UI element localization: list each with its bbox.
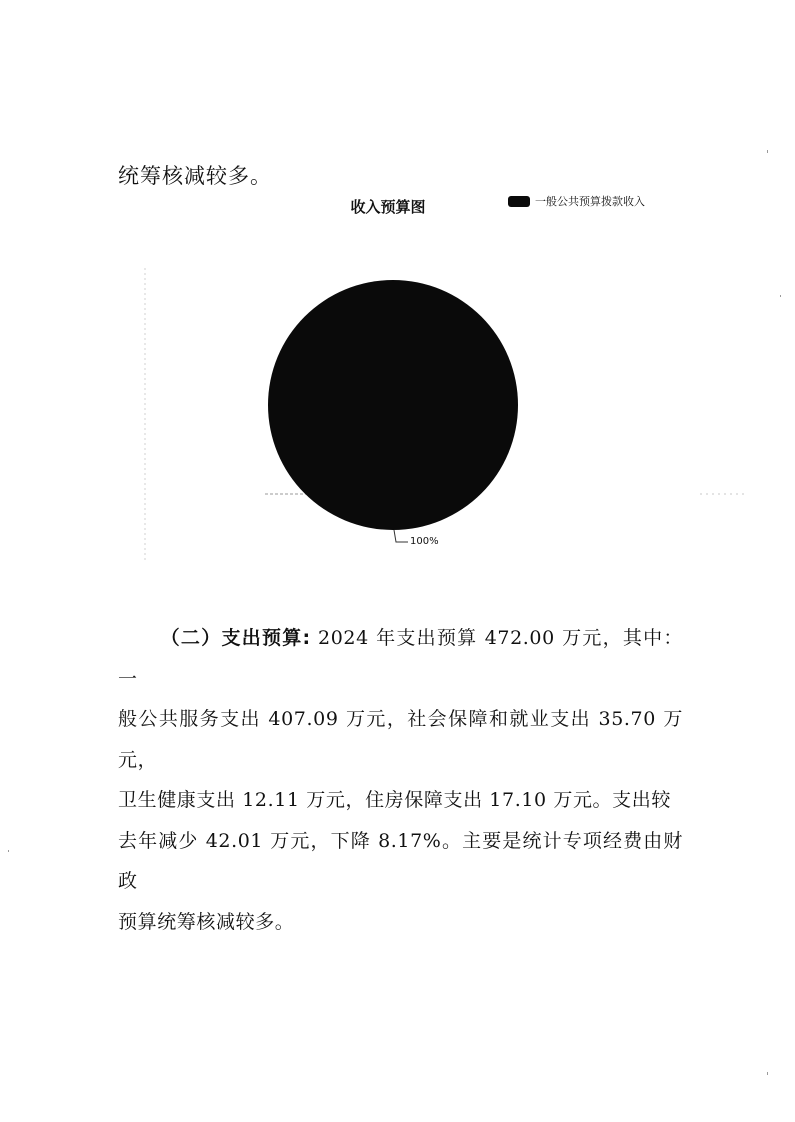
chart-title: 收入预算图	[350, 198, 426, 216]
scan-speck	[8, 850, 9, 852]
intro-tail-text: 统筹核减较多。	[118, 164, 272, 188]
para-line-3: 卫生健康支出 12.11 万元，住房保障支出 17.10 万元。支出较	[118, 789, 671, 811]
expenditure-paragraph	[118, 618, 683, 942]
scan-speck	[780, 295, 781, 297]
para-line-2: 般公共服务支出 407.09 万元，社会保障和就业支出 35.70 万元，	[118, 708, 683, 771]
scan-speck	[767, 150, 768, 153]
para-line-1	[118, 618, 683, 699]
para-text-1: 2024 年支出预算 472.00 万元，其中：一	[118, 627, 683, 690]
para-line-4: 去年减少 42.01 万元，下降 8.17%。主要是统计专项经费由财政	[118, 829, 683, 892]
pie-slice	[268, 280, 518, 530]
pie-percent-label: 100%	[410, 536, 439, 547]
scan-speck	[767, 1072, 768, 1075]
section-heading: （二）支出预算:	[160, 627, 311, 649]
para-line-5: 预算统筹核减较多。	[118, 910, 295, 933]
legend-label: 一般公共预算拨款收入	[535, 195, 645, 208]
